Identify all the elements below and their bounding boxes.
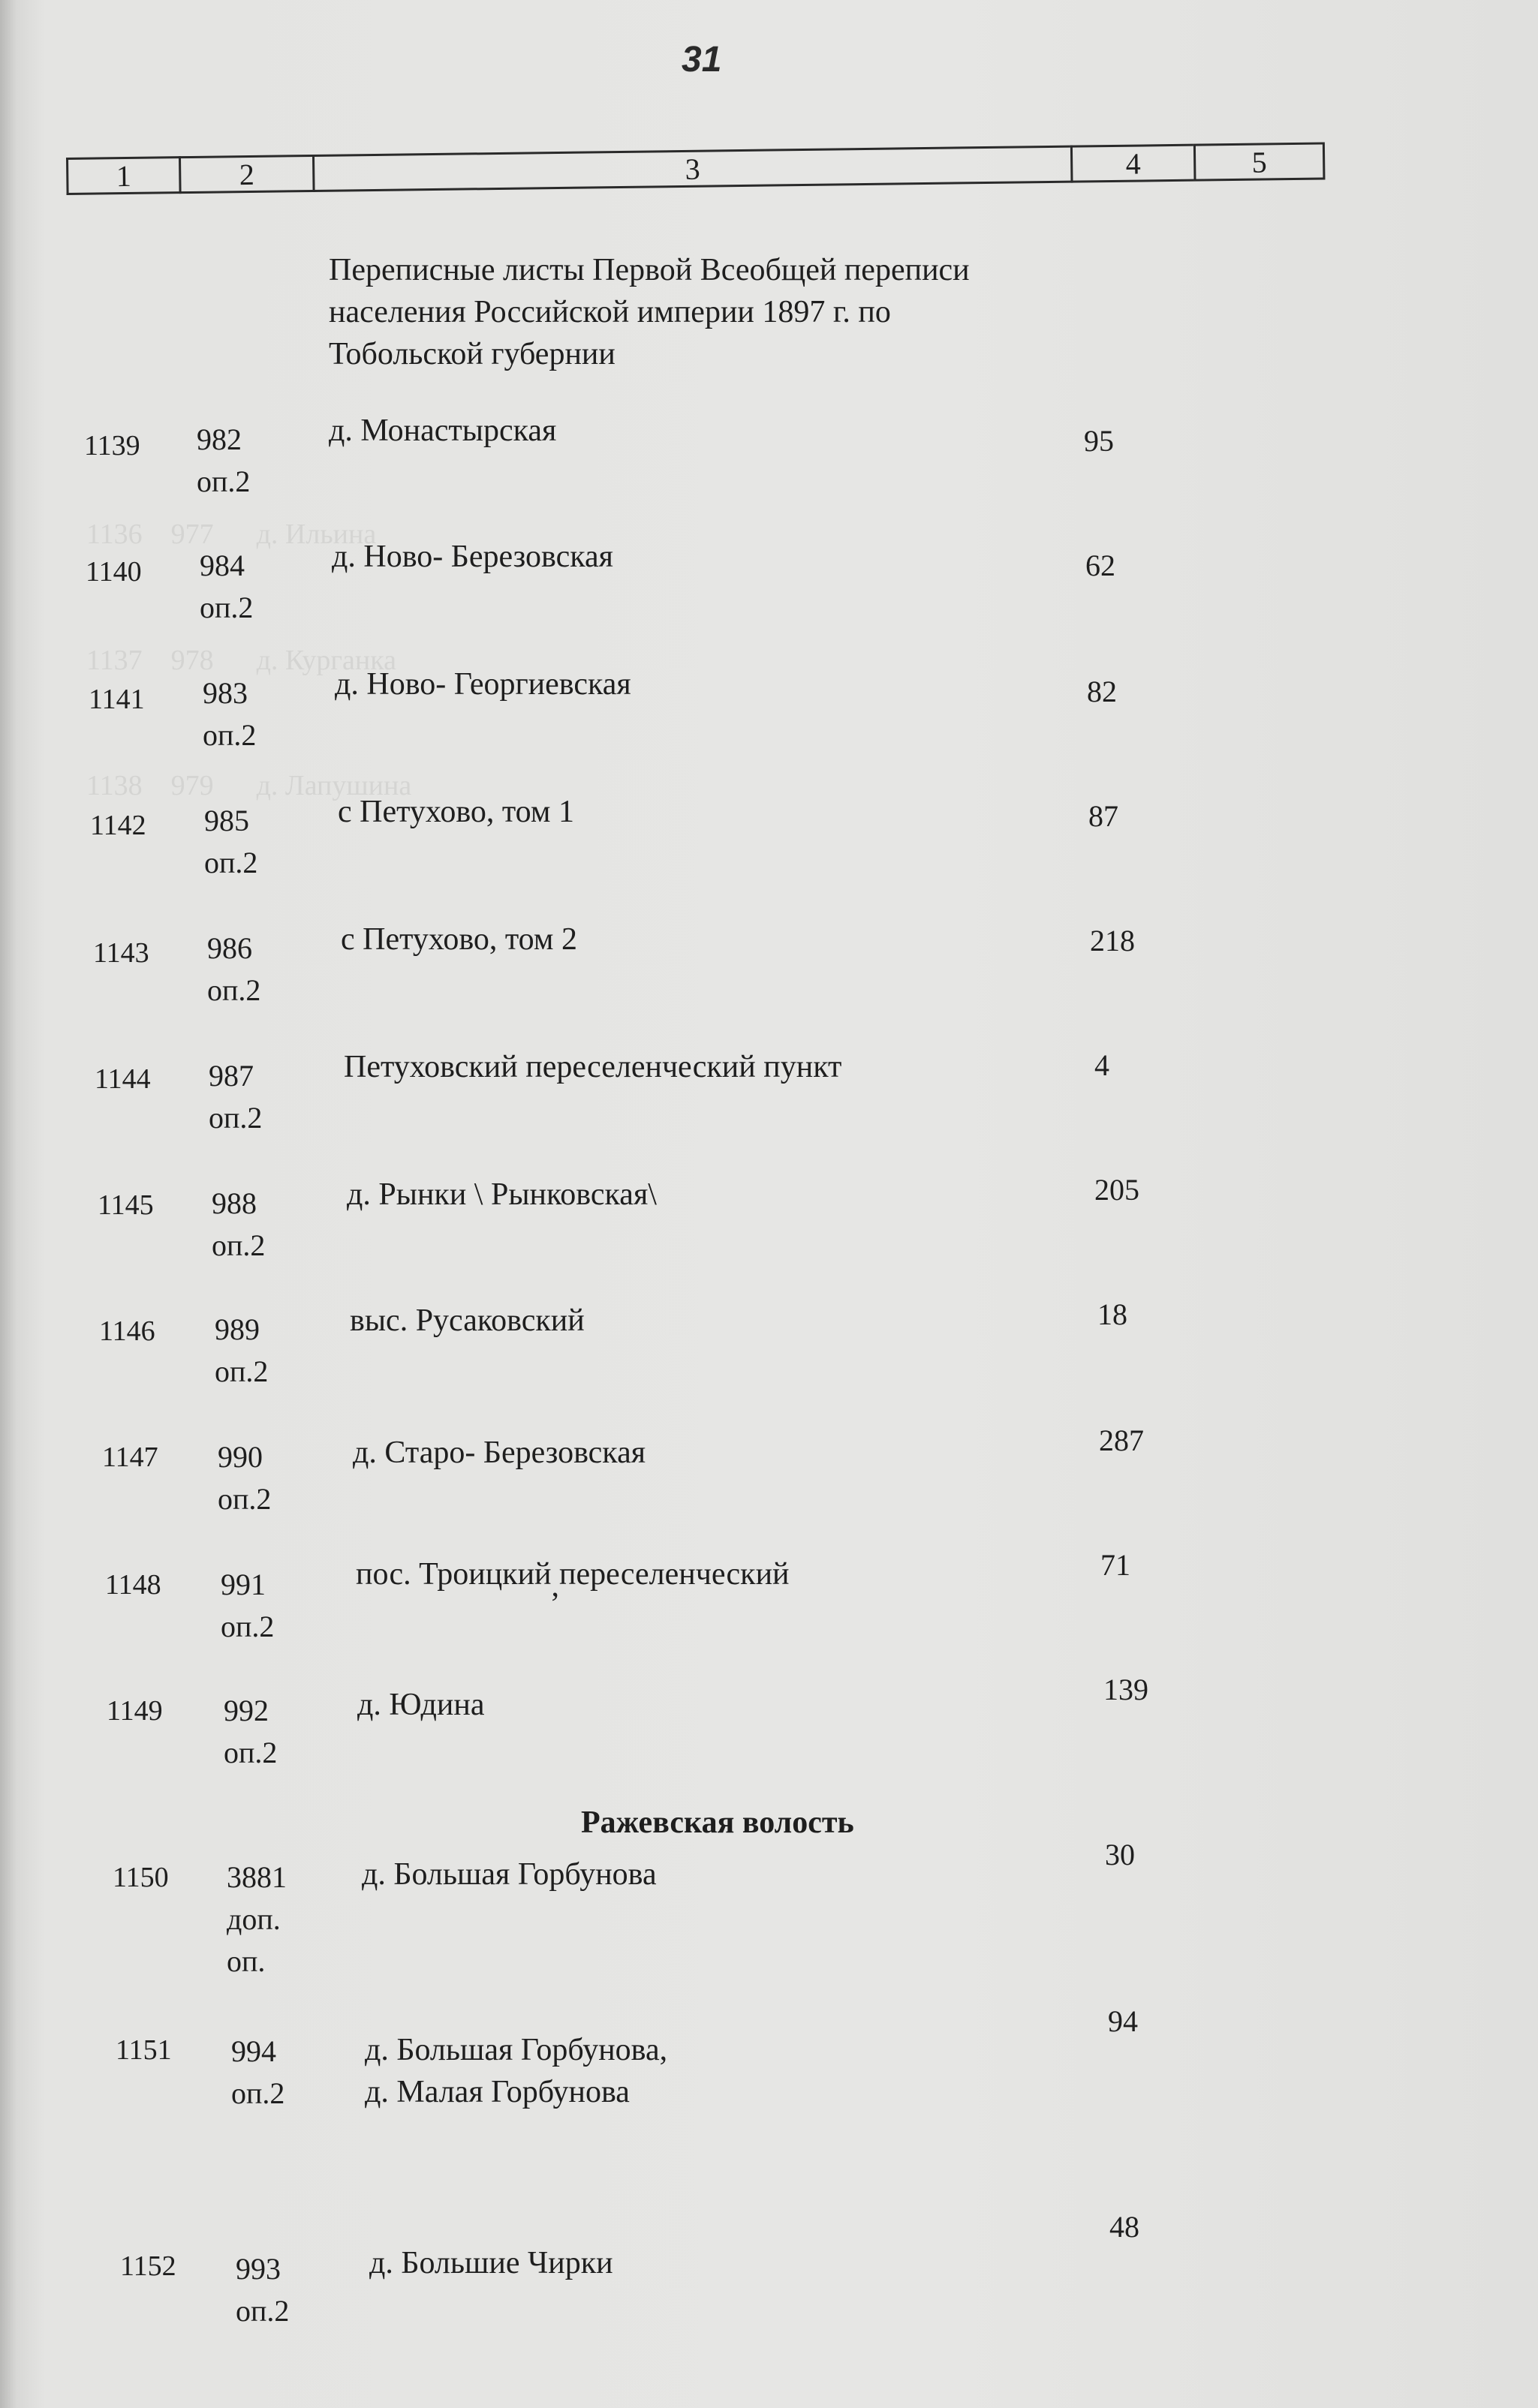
row-name: д. Ново- Георгиевская xyxy=(335,667,631,702)
row-name: Петуховский переселенческий пункт xyxy=(344,1050,842,1084)
row-name: д. Ново- Березовская xyxy=(332,540,613,574)
opis-number: оп.2 xyxy=(209,1101,263,1135)
section-title xyxy=(329,249,1079,375)
row-delo xyxy=(212,1183,265,1267)
row-name-comma: , xyxy=(551,1569,560,1604)
row-sheets: 94 xyxy=(1108,2004,1138,2038)
row-name: с Петухово, том 1 xyxy=(338,795,574,829)
delo-number: 3881 xyxy=(227,1860,287,1894)
row-name xyxy=(365,2029,667,2113)
row-sheets: 18 xyxy=(1097,1297,1127,1331)
delo-number: 992 xyxy=(224,1694,269,1727)
row-number: 1142 xyxy=(90,810,146,841)
row-number: 1144 xyxy=(95,1063,151,1095)
delo-number: 994 xyxy=(231,2034,276,2068)
row-name-part: пос. Троицкий xyxy=(356,1557,552,1592)
row-name: д. Юдина xyxy=(357,1688,485,1722)
delo-number: 987 xyxy=(209,1059,254,1093)
row-name: д. Большая Горбунова xyxy=(362,1857,657,1892)
row-delo xyxy=(209,1055,262,1139)
row-delo xyxy=(221,1564,274,1648)
row-number: 1149 xyxy=(107,1695,163,1727)
row-name xyxy=(356,1553,790,1604)
row-number: 1141 xyxy=(89,684,145,715)
row-delo xyxy=(197,419,250,503)
opis-number: оп. xyxy=(227,1944,266,1978)
header-col-3: 3 xyxy=(312,146,1071,192)
row-sheets: 95 xyxy=(1084,424,1114,458)
row-delo xyxy=(215,1309,268,1393)
header-col-4: 4 xyxy=(1070,144,1194,183)
row-delo xyxy=(224,1690,277,1774)
row-number: 1140 xyxy=(86,556,142,588)
opis-number: оп.2 xyxy=(212,1228,266,1262)
row-name-part: переселенческий xyxy=(559,1557,790,1592)
opis-number: оп.2 xyxy=(224,1736,278,1769)
row-sheets: 205 xyxy=(1094,1173,1139,1207)
header-col-1: 1 xyxy=(66,156,179,195)
opis-number: оп.2 xyxy=(231,2076,285,2110)
row-delo xyxy=(218,1436,271,1520)
bleed-through-text: 1136 977 д. Ильина xyxy=(86,519,377,550)
row-sheets: 30 xyxy=(1105,1838,1135,1871)
delo-number: 986 xyxy=(207,931,252,965)
page-number: 31 xyxy=(682,40,722,80)
delo-number: 989 xyxy=(215,1312,260,1346)
table-header-row xyxy=(66,143,1326,215)
row-number: 1139 xyxy=(84,430,140,461)
row-number: 1147 xyxy=(102,1441,158,1473)
row-number: 1146 xyxy=(99,1315,155,1347)
row-sheets: 139 xyxy=(1103,1673,1148,1706)
row-name: д. Рынки \ Рынковская\ xyxy=(347,1177,657,1212)
row-name: д. Большие Чирки xyxy=(369,2246,613,2280)
row-delo xyxy=(227,1856,287,1983)
opis-number: оп.2 xyxy=(204,846,258,879)
delo-number: 988 xyxy=(212,1186,257,1220)
row-sheets: 218 xyxy=(1090,924,1135,957)
opis-number: оп.2 xyxy=(221,1610,275,1643)
opis-number: доп. xyxy=(227,1902,281,1936)
row-sheets: 48 xyxy=(1109,2210,1139,2244)
opis-number: оп.2 xyxy=(197,464,251,498)
row-name-line: д. Большая Горбунова, xyxy=(365,2033,668,2067)
opis-number: оп.2 xyxy=(200,591,254,624)
row-delo xyxy=(236,2248,289,2332)
row-number: 1145 xyxy=(98,1189,154,1221)
section-title-line: Тобольской губернии xyxy=(329,337,616,371)
row-number: 1151 xyxy=(116,2034,172,2066)
row-name: выс. Русаковский xyxy=(350,1303,585,1338)
delo-number: 982 xyxy=(197,422,242,456)
row-sheets: 87 xyxy=(1088,799,1118,833)
header-col-5: 5 xyxy=(1193,143,1326,182)
opis-number: оп.2 xyxy=(236,2294,290,2328)
header-col-2: 2 xyxy=(179,155,313,194)
row-sheets: 82 xyxy=(1087,675,1117,708)
opis-number: оп.2 xyxy=(203,718,257,752)
delo-number: 993 xyxy=(236,2252,281,2286)
row-name-line: д. Малая Горбунова xyxy=(365,2075,630,2109)
row-number: 1150 xyxy=(113,1862,169,1893)
delo-number: 991 xyxy=(221,1568,266,1601)
delo-number: 984 xyxy=(200,549,245,582)
opis-number: оп.2 xyxy=(207,973,261,1007)
row-delo xyxy=(200,545,253,629)
opis-number: оп.2 xyxy=(218,1482,272,1516)
section-title-line: населения Российской империи 1897 г. по xyxy=(329,295,891,329)
row-number: 1148 xyxy=(105,1569,161,1601)
opis-number: оп.2 xyxy=(215,1354,269,1388)
row-sheets: 62 xyxy=(1085,549,1115,582)
row-sheets: 71 xyxy=(1100,1548,1130,1582)
section-title-line: Переписные листы Первой Всеобщей переписи xyxy=(329,253,970,287)
row-delo xyxy=(203,672,256,756)
row-delo xyxy=(207,927,260,1012)
delo-number: 990 xyxy=(218,1440,263,1474)
row-sheets: 287 xyxy=(1099,1423,1144,1457)
volost-title: Ражевская волость xyxy=(581,1805,854,1840)
row-delo xyxy=(231,2031,284,2115)
row-name: д. Монастырская xyxy=(329,413,557,448)
row-delo xyxy=(204,800,257,884)
delo-number: 983 xyxy=(203,676,248,710)
delo-number: 985 xyxy=(204,804,249,837)
bleed-through-text: 1138 979 д. Лапушина xyxy=(86,770,412,801)
row-name: с Петухово, том 2 xyxy=(341,922,577,957)
row-number: 1152 xyxy=(120,2250,176,2282)
bleed-through-text: 1137 978 д. Курганка xyxy=(86,645,396,676)
row-number: 1143 xyxy=(93,937,149,969)
row-name: д. Старо- Березовская xyxy=(353,1435,646,1470)
row-sheets: 4 xyxy=(1094,1048,1109,1082)
